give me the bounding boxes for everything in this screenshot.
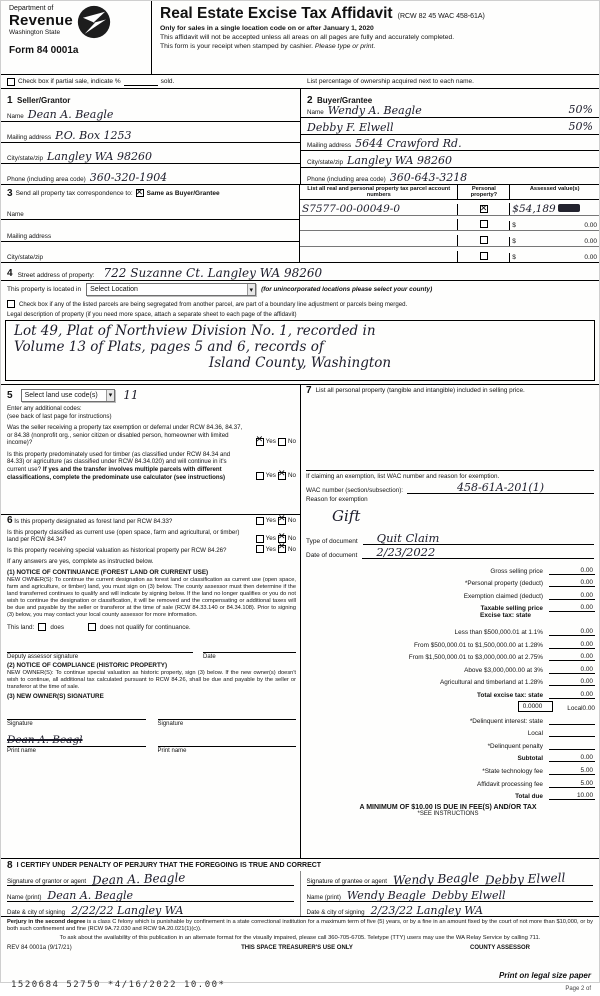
correspondence-parcels-section <box>1 185 599 263</box>
partial-sale-checkbox[interactable] <box>7 78 15 86</box>
legal-description-field[interactable] <box>5 320 595 381</box>
see-instructions-note: *SEE INSTRUCTIONS <box>417 811 479 818</box>
buyer-pct-2: 50% <box>568 119 593 133</box>
chevron-down-icon: ▾ <box>106 390 115 401</box>
section-4-number: 4 <box>7 268 13 279</box>
form-footer <box>1 917 599 996</box>
tax-row: Total excise tax: state 0.00 <box>477 690 593 699</box>
exemption-claim-note: If claiming an exemption, list WAC number and reason for exemption. <box>306 470 594 480</box>
grantee-signature-1: Wendy Beagle <box>392 870 480 888</box>
new-owner-print-2[interactable]: Print name <box>158 735 297 754</box>
alternate-format-notice: To ask about the availability of this publication in an alternate format for the visually impaired, please call 360-705-6705. Teletype (TTY) users may use the WA Relay Service by calling 711. <box>59 934 541 941</box>
partial-sale-suffix: sold. <box>160 78 175 85</box>
answers-yes-note: If any answers are yes, complete as instructed below. <box>7 558 154 566</box>
buyer-mailing-value: 5644 Crawford Rd. <box>355 137 462 151</box>
certification-statement: I CERTIFY UNDER PENALTY OF PERJURY THAT THE FOREGOING IS TRUE AND CORRECT <box>16 862 322 869</box>
grantor-date-field[interactable]: Date & city of signing 2/22/22 Langley WA <box>7 903 184 917</box>
cashier-stamp: 1520684 52750 *4/16/2022 10.00* <box>11 980 226 990</box>
grantor-name-value: Dean A. Beagle <box>47 888 134 902</box>
personal-property-intro: List all personal property (tangible and intangible) included in selling price. <box>315 387 525 394</box>
new-owner-print-1[interactable]: Dean A. Beagl Print name <box>7 735 146 754</box>
seller-name-field[interactable]: Name Dean A. Beagle <box>1 101 300 122</box>
buyer-name-2: Debby F. Elwell <box>307 120 394 134</box>
buyer-city-value: Langley WA 98260 <box>347 154 452 168</box>
tax-value: 0.00 <box>549 628 595 636</box>
grantee-signature-field[interactable]: Signature of grantee or agent Wendy Beagle Debby Elwell <box>307 871 594 886</box>
tax-row: From $1,500,000.01 to $3,000,000.00 at 2.75% 0.00 <box>408 653 593 662</box>
forest-no-checkbox[interactable] <box>278 517 286 525</box>
form-number: Form 84 0001a <box>9 45 79 56</box>
type-of-document-field[interactable]: Type of document Quit Claim <box>301 531 599 545</box>
grantee-name-field[interactable]: Name (print) Wendy Beagle Debby Elwell <box>307 886 594 901</box>
personal-property-checkbox[interactable] <box>480 205 488 213</box>
legal-size-note: Print on legal size paper <box>498 971 591 980</box>
assessed-value: $54,189 <box>512 202 556 215</box>
personal-property-section <box>301 385 599 531</box>
tax-value: 0.00 <box>549 691 595 699</box>
tax-row: Above $3,000,000.00 at 3% 0.00 <box>464 665 593 674</box>
personal-property-checkbox[interactable] <box>480 236 488 244</box>
unincorporated-note: (for unincorporated locations please select your county) <box>261 286 433 293</box>
buyer-name-field-1[interactable]: Name Wendy A. Beagle 50% <box>301 101 599 118</box>
grantor-certification <box>1 871 300 916</box>
grantor-date-value: 2/22/22 Langley WA <box>71 903 184 917</box>
seller-phone-field[interactable]: Phone (including area code) 360-320-1904 <box>7 171 168 184</box>
this-land-row: This land: does does not qualify for continuance. <box>7 623 191 631</box>
reason-for-exemption-label: Reason for exemption <box>306 496 368 503</box>
rev-form-number: REV 84 0001a (9/17/21) <box>7 945 72 952</box>
tax-row: Local <box>301 725 595 738</box>
buyer-grantee-section <box>300 89 599 184</box>
certification-section <box>1 859 599 917</box>
current-use-yes-checkbox[interactable] <box>256 535 264 543</box>
tax-value: 0.00 <box>549 592 595 600</box>
seller-phone-value: 360-320-1904 <box>89 171 168 184</box>
predominate-use-question: Is this property predominately used for timber (as classified under RCW 84.34 and 84.33) or agriculture (as classified under RCW 84.34.020) and will continue in it's current use? If yes and the transfer involves multiple parcels with different classifications, complete the predominate use calculator (see instructions) Yes ✕ No <box>7 451 296 481</box>
tax-row: *Delinquent interest: state <box>301 712 595 725</box>
tax-value: 0.00 <box>549 567 595 575</box>
buyer-name-field-2[interactable] <box>301 118 599 135</box>
grantee-certification <box>300 871 600 916</box>
seller-mailing-value: P.O. Box 1253 <box>55 129 132 142</box>
seller-name-value: Dean A. Beagle <box>27 108 114 121</box>
location-select[interactable]: Select Location ▾ <box>86 283 256 296</box>
tax-row: Exemption claimed (deduct) 0.00 <box>463 591 593 600</box>
grantee-date-value: 2/23/22 Langley WA <box>370 903 483 917</box>
title-block <box>151 1 599 74</box>
property-section <box>1 263 599 385</box>
chevron-down-icon: ▾ <box>247 284 256 295</box>
partial-sale-row <box>1 75 599 89</box>
wac-number-value: 458-61A-201(1) <box>457 481 544 494</box>
tax-row: *State technology fee 5.00 <box>482 766 593 775</box>
tax-value: 0.00 <box>549 754 595 762</box>
section-5-number: 5 <box>7 389 13 401</box>
local-tax-row: 0.0000 Local 0.00 <box>301 699 595 712</box>
reason-for-exemption-value[interactable]: Gift <box>332 507 361 525</box>
subtitle-sales-note: Only for sales in a single location code on or after January 1, 2020 <box>160 25 374 32</box>
grantor-signature-field[interactable]: Signature of grantor or agent Dean A. Beagle <box>7 871 294 886</box>
correspondence-intro: Send all property tax correspondence to: <box>15 189 133 197</box>
grantee-name-2: Debby Elwell <box>431 888 506 902</box>
perjury-notice: Perjury in the second degree is a class C felony which is punishable by confinement in a state correctional institution for a maximum term of five (5) years, or by a fine in an amount fixed by the court of not more than $10,000, or by both such confinement and fine (RCW 9A.72.030 and RCW 9A.20.021(1)(c)). <box>7 919 593 932</box>
historic-no-checkbox[interactable] <box>278 545 286 553</box>
tax-value: 0.00 <box>549 604 595 612</box>
segregated-label: Check box if any of the listed parcels are being segregated from another parcel, are part of a boundary line adjustment or parcels being merged. <box>19 300 408 308</box>
county-assessor-label: COUNTY ASSESSOR <box>469 945 530 952</box>
additional-codes-label: Enter any additional codes: <box>7 405 82 412</box>
section-8-number: 8 <box>7 860 13 871</box>
section-6-number: 6 <box>7 515 13 526</box>
legal-description-line1: Lot 49, Plat of Northview Division No. 1, recorded in <box>14 323 376 339</box>
revenue-wordmark: Revenue <box>9 12 73 29</box>
legal-description-line2: Volume 13 of Plats, pages 5 and 6, records of <box>14 339 324 355</box>
does-qualify-checkbox[interactable] <box>38 623 46 631</box>
tax-row: Taxable selling price 0.00 <box>480 604 593 613</box>
personal-property-checkbox[interactable] <box>480 252 488 260</box>
deputy-assessor-signature-field[interactable]: Deputy assessor signature <box>7 641 193 660</box>
tax-row: Less than $500,000.01 at 1.1% 0.00 <box>454 627 593 636</box>
minimum-due-note: A MINIMUM OF $10.00 IS DUE IN FEE(S) AND/OR TAX <box>359 804 537 812</box>
washington-state-label: Washington State <box>9 29 61 36</box>
new-owner-signature-1[interactable]: Signature <box>7 708 146 727</box>
notice-compliance-title: (2) NOTICE OF COMPLIANCE (HISTORIC PROPERTY) <box>7 662 168 670</box>
grantee-date-field[interactable]: Date & city of signing 2/23/22 Langley WA <box>306 903 483 917</box>
page-title: Real Estate Excise Tax Affidavit <box>160 5 393 22</box>
personal-property-checkbox[interactable] <box>480 220 488 228</box>
date-of-document-value: 2/23/2022 <box>362 547 594 560</box>
parties-section <box>1 89 599 185</box>
forest-land-question: 6 Is this property designated as forest land per RCW 84.33? Yes ✕ No <box>7 517 296 526</box>
parcel-row[interactable] <box>300 200 599 216</box>
new-owners-signature-title: (3) NEW OWNER(S) SIGNATURE <box>7 693 104 701</box>
forest-yes-checkbox[interactable] <box>256 517 264 525</box>
local-rate-box[interactable]: 0.0000 <box>518 701 554 712</box>
subtitle-completion-note: This affidavit will not be accepted unless all areas on all pages are fully and accurately completed. <box>160 34 455 41</box>
tax-computation-table <box>301 559 599 858</box>
correspondence-block <box>1 185 299 262</box>
section-1-number: 1 <box>7 95 13 106</box>
excise-tax-state-header: Excise tax: state <box>480 612 531 620</box>
department-of-label: Department of <box>9 5 54 12</box>
land-use-section <box>1 385 300 515</box>
treasurer-use-label: THIS SPACE TREASURER'S USE ONLY <box>241 945 353 952</box>
tax-value: 0.00 <box>549 666 595 674</box>
section-7-number: 7 <box>306 385 312 396</box>
buyer-pct-1: 50% <box>568 102 593 116</box>
buyer-mailing-field[interactable]: Mailing address 5644 Crawford Rd. <box>301 135 599 152</box>
buyer-city-field[interactable]: City/state/zip Langley WA 98260 <box>301 151 599 168</box>
tax-value: 0.00 <box>549 678 595 686</box>
scribbled-out-value <box>558 204 580 212</box>
form-header <box>1 1 599 75</box>
same-as-buyer-checkbox[interactable] <box>136 189 144 197</box>
q-timber-yes-checkbox[interactable] <box>256 472 264 480</box>
street-address-label: Street address of property: <box>17 272 95 279</box>
page-number: Page 2 of <box>565 986 591 992</box>
correspondence-mailing-field[interactable]: Mailing address <box>1 220 299 241</box>
grantee-signature-2: Debby Elwell <box>484 870 566 888</box>
street-address-value[interactable]: 722 Suzanne Ct. Langley WA 98260 <box>103 266 323 280</box>
additional-codes-note: (see back of last page for instructions) <box>7 413 112 420</box>
agency-block <box>1 1 151 74</box>
land-use-code-value[interactable]: 11 <box>123 388 139 402</box>
tax-value: 0.00 <box>549 641 595 649</box>
q-timber-no-checkbox[interactable] <box>278 472 286 480</box>
revenue-logo-icon <box>77 5 111 39</box>
same-as-buyer-label: Same as Buyer/Grantee <box>146 189 220 197</box>
land-use-select[interactable]: Select land use code(s) ▾ <box>21 389 116 402</box>
ownership-percentage-note: List percentage of ownership acquired next to each name. <box>307 78 474 85</box>
does-not-qualify-checkbox[interactable] <box>88 623 96 631</box>
buyer-phone-field[interactable]: Phone (including area code) 360-643-3218 <box>307 170 468 184</box>
subtitle-receipt-note: This form is your receipt when stamped by cashier. Please type or print. <box>160 43 376 50</box>
grantor-name-field[interactable]: Name (print) Dean A. Beagle <box>7 886 294 901</box>
seller-mailing-field[interactable]: Mailing address P.O. Box 1253 <box>1 122 300 143</box>
partial-sale-percent-field[interactable] <box>124 78 158 86</box>
tax-row: Gross selling price 0.00 <box>490 566 593 575</box>
middle-region <box>1 385 599 859</box>
tax-row: *Delinquent penalty <box>301 737 595 750</box>
section-2-number: 2 <box>307 95 313 106</box>
tax-row: Agricultural and timberland at 1.28% 0.00 <box>439 678 593 687</box>
local-tax-value: 0.00 <box>582 704 595 712</box>
tax-value: 5.00 <box>549 780 595 788</box>
correspondence-name-field[interactable]: Name <box>1 199 299 220</box>
seller-grantor-title: Seller/Grantor <box>17 96 71 105</box>
buyer-name-1: Wendy A. Beagle <box>327 103 422 117</box>
parcel-numbers-header: List all real and personal property tax parcel account numbers <box>307 186 451 198</box>
located-in-label: This property is located in <box>7 286 82 293</box>
buyer-grantee-title: Buyer/Grantee <box>317 96 373 105</box>
legal-description-line3: Island County, Washington <box>208 355 392 371</box>
new-owner-signature-2[interactable]: Signature <box>158 708 297 727</box>
tax-row: Total due 10.00 <box>515 792 593 801</box>
tax-value: 0.00 <box>549 653 595 661</box>
exemption-deferral-question: Was the seller receiving a property tax exemption or deferral under RCW 84.36, 84.37, or 84.38 (nonprofit org., senior citizen or disabled person, homeowner with limited income)? ✕ Yes No <box>7 424 296 447</box>
tax-row: Subtotal 0.00 <box>517 754 593 763</box>
parcel-table <box>299 185 599 262</box>
parcel-row[interactable]: $ 0.00 <box>300 231 599 247</box>
seller-city-field[interactable]: City/state/zip Langley WA 98260 <box>1 143 300 164</box>
historic-yes-checkbox[interactable] <box>256 545 264 553</box>
segregated-checkbox[interactable] <box>7 300 15 308</box>
tax-value: 10.00 <box>549 792 595 800</box>
parcel-number-value: S7577-00-00049-0 <box>302 202 401 215</box>
notice-continuance-title: (1) NOTICE OF CONTINUANCE (FOREST LAND OR CURRENT USE) <box>7 569 209 577</box>
legal-description-label: Legal description of property (if you need more space, attach a separate sheet to each page of the affidavit) <box>7 311 297 318</box>
partial-sale-label: Check box if partial sale, indicate % <box>18 78 121 85</box>
grantor-signature-value: Dean A. Beagle <box>91 870 186 888</box>
designation-section <box>1 515 300 858</box>
historic-property-question: Is this property receiving special valuation as historical property per RCW 84.26? Yes ✕ No <box>7 547 296 555</box>
notice-compliance-text: NEW OWNER(S): To continue special valuation as historic property, sign (3) below. If the new owner(s) doesn't wish to continue, all additional tax calculated pursuant to RCW 84.26, shall be due and payable by the seller or transferor at the time of sale. <box>7 670 296 691</box>
date-of-document-field[interactable]: Date of document 2/23/2022 <box>301 545 599 559</box>
wac-number-field[interactable] <box>407 482 594 494</box>
q-exemption-no-checkbox[interactable] <box>278 438 286 446</box>
grantee-name-1: Wendy Beagle <box>346 888 426 902</box>
tax-row: *Personal property (deduct) 0.00 <box>464 579 593 588</box>
assessed-values-header: Assessed value(s) <box>509 185 599 199</box>
tax-row: Affidavit processing fee 5.00 <box>477 779 593 788</box>
section-3-number: 3 <box>7 187 13 199</box>
personal-property-blank-area[interactable] <box>306 395 594 470</box>
type-of-document-value: Quit Claim <box>363 533 594 546</box>
tax-row: From $500,000.01 to $1,500,000.00 at 1.28% 0.00 <box>414 640 593 649</box>
seller-city-value: Langley WA 98260 <box>47 150 152 163</box>
parcel-row[interactable]: $ 0.00 <box>300 216 599 232</box>
parcel-row[interactable]: $ 0.00 <box>300 247 599 262</box>
tax-value: 5.00 <box>549 767 595 775</box>
personal-property-header: Personal property? <box>457 185 509 199</box>
struck-print-name: Dean A. Beagl <box>7 734 83 747</box>
deputy-date-field[interactable]: Date <box>203 641 296 660</box>
seller-grantor-section <box>1 89 300 184</box>
notice-continuance-text: NEW OWNER(S): To continue the current designation as forest land or classification as current use (open space, farm and agriculture, or timber) land, you must sign on (3) below. The county assessor must then determine if the land transferred continues to qualify and will indicate by signing below. If the land no longer qualifies or you do not wish to continue the designation or classification, it will be removed and the compensating or additional taxes will be due and payable by the seller or transferor at the time of sale (RCW 84.33.140 or 84.34.108). Prior to signing (3) below, you may contact your local county assessor for more information. <box>7 577 296 619</box>
tax-value: 0.00 <box>549 579 595 587</box>
buyer-phone-value: 360-643-3218 <box>389 170 468 184</box>
current-use-question: Is this property classified as current use (open space, farm and agricultural, or timber) land per RCW 84.34? Yes ✕ No <box>7 529 296 544</box>
wac-number-label: WAC number (section/subsection): <box>306 487 404 494</box>
correspondence-city-field[interactable]: City/state/zip <box>7 253 44 261</box>
q-exemption-yes-checkbox[interactable] <box>256 438 264 446</box>
rcw-reference: (RCW 82 45 WAC 458-61A) <box>397 13 485 20</box>
